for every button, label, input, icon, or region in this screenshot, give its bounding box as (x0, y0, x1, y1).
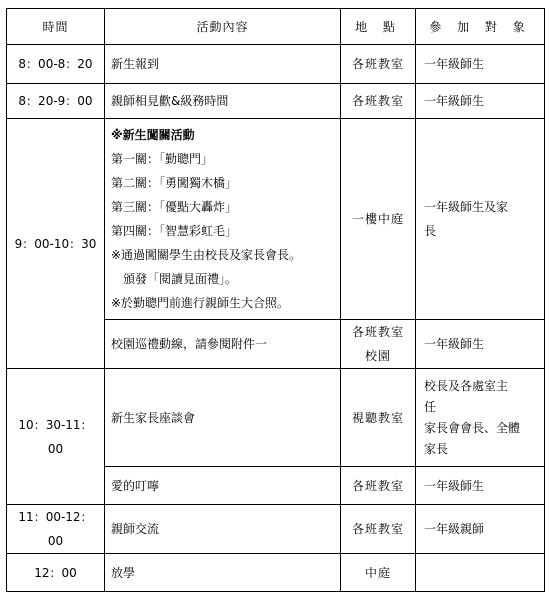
header-location: 地 點 (341, 9, 416, 45)
attendees-cell: 一年級師生 (416, 45, 545, 84)
location-cell: 各班教室 (341, 467, 416, 505)
location-cell: 各班教室 (341, 505, 416, 554)
location-cell (341, 320, 416, 369)
schedule-table (6, 8, 545, 592)
attendees-line: 一年級師生及家 (424, 200, 509, 214)
location-cell: 視聽教室 (341, 369, 416, 467)
table-row (7, 45, 545, 84)
location-cell: 各班教室 (341, 84, 416, 119)
header-activity: 活動內容 (105, 9, 341, 45)
header-row (7, 9, 545, 45)
activity-cell: 親師交流 (105, 505, 341, 554)
attendees-cell: 一年級親師 (416, 505, 545, 554)
time-cell: 12：00 (7, 554, 105, 592)
table-row (7, 84, 545, 119)
activity-cell: 新生報到 (105, 45, 341, 84)
location-cell: 各班教室 (341, 45, 416, 84)
location-line: 校園 (364, 349, 391, 363)
time-cell: 9：00-10：30 (7, 119, 105, 369)
table-row (7, 119, 545, 320)
time-cell: 8：00-8：20 (7, 45, 105, 84)
table-row (7, 554, 545, 592)
location-cell: 一樓中庭 (341, 119, 416, 320)
activity-line: ※新生闖關活動 (111, 128, 195, 142)
activity-cell: 校園巡禮動線，請參閱附件一 (105, 320, 341, 369)
location-cell: 中庭 (341, 554, 416, 592)
attendees-cell: 一年級師生 (416, 320, 545, 369)
attendees-line: 長 (424, 224, 437, 238)
attendees-cell (416, 119, 545, 320)
header-time: 時間 (7, 9, 105, 45)
attendees-line: 家長 (424, 441, 449, 456)
attendees-cell (416, 554, 545, 592)
activity-line: ※通過闖關學生由校長及家長會長。 (111, 248, 302, 262)
activity-line: 第二關：「勇闖獨木橋」 (111, 176, 238, 190)
activity-cell: 放學 (105, 554, 341, 592)
attendees-cell: 一年級師生 (416, 467, 545, 505)
header-attendees: 參 加 對 象 (416, 9, 545, 45)
attendees-line: 任 (424, 399, 437, 414)
activity-line: 頒發「閱讀見面禮」。 (123, 272, 238, 286)
activity-cell (105, 119, 341, 320)
attendees-line: 校長及各處室主 (424, 378, 509, 393)
location-line: 各班教室 (351, 325, 404, 339)
table-row (7, 369, 545, 467)
attendees-cell (416, 369, 545, 467)
time-cell: 11：00-12：00 (7, 505, 105, 554)
attendees-line: 家長會會長、全體 (424, 420, 521, 435)
attendees-cell: 一年級師生 (416, 84, 545, 119)
activity-line: 第一關：「勤聰門」 (111, 152, 214, 166)
activity-cell: 愛的叮嚀 (105, 467, 341, 505)
activity-line: 第四關：「智慧彩虹毛」 (111, 224, 238, 238)
activity-line: 第三關：「優點大轟炸」 (111, 200, 238, 214)
time-cell: 8：20-9：00 (7, 84, 105, 119)
time-cell: 10：30-11：00 (7, 369, 105, 505)
activity-line: ※於勤聰門前進行親師生大合照。 (111, 296, 290, 310)
activity-cell: 新生家長座談會 (105, 369, 341, 467)
table-row (7, 505, 545, 554)
activity-cell: 親師相見歡&級務時間 (105, 84, 341, 119)
